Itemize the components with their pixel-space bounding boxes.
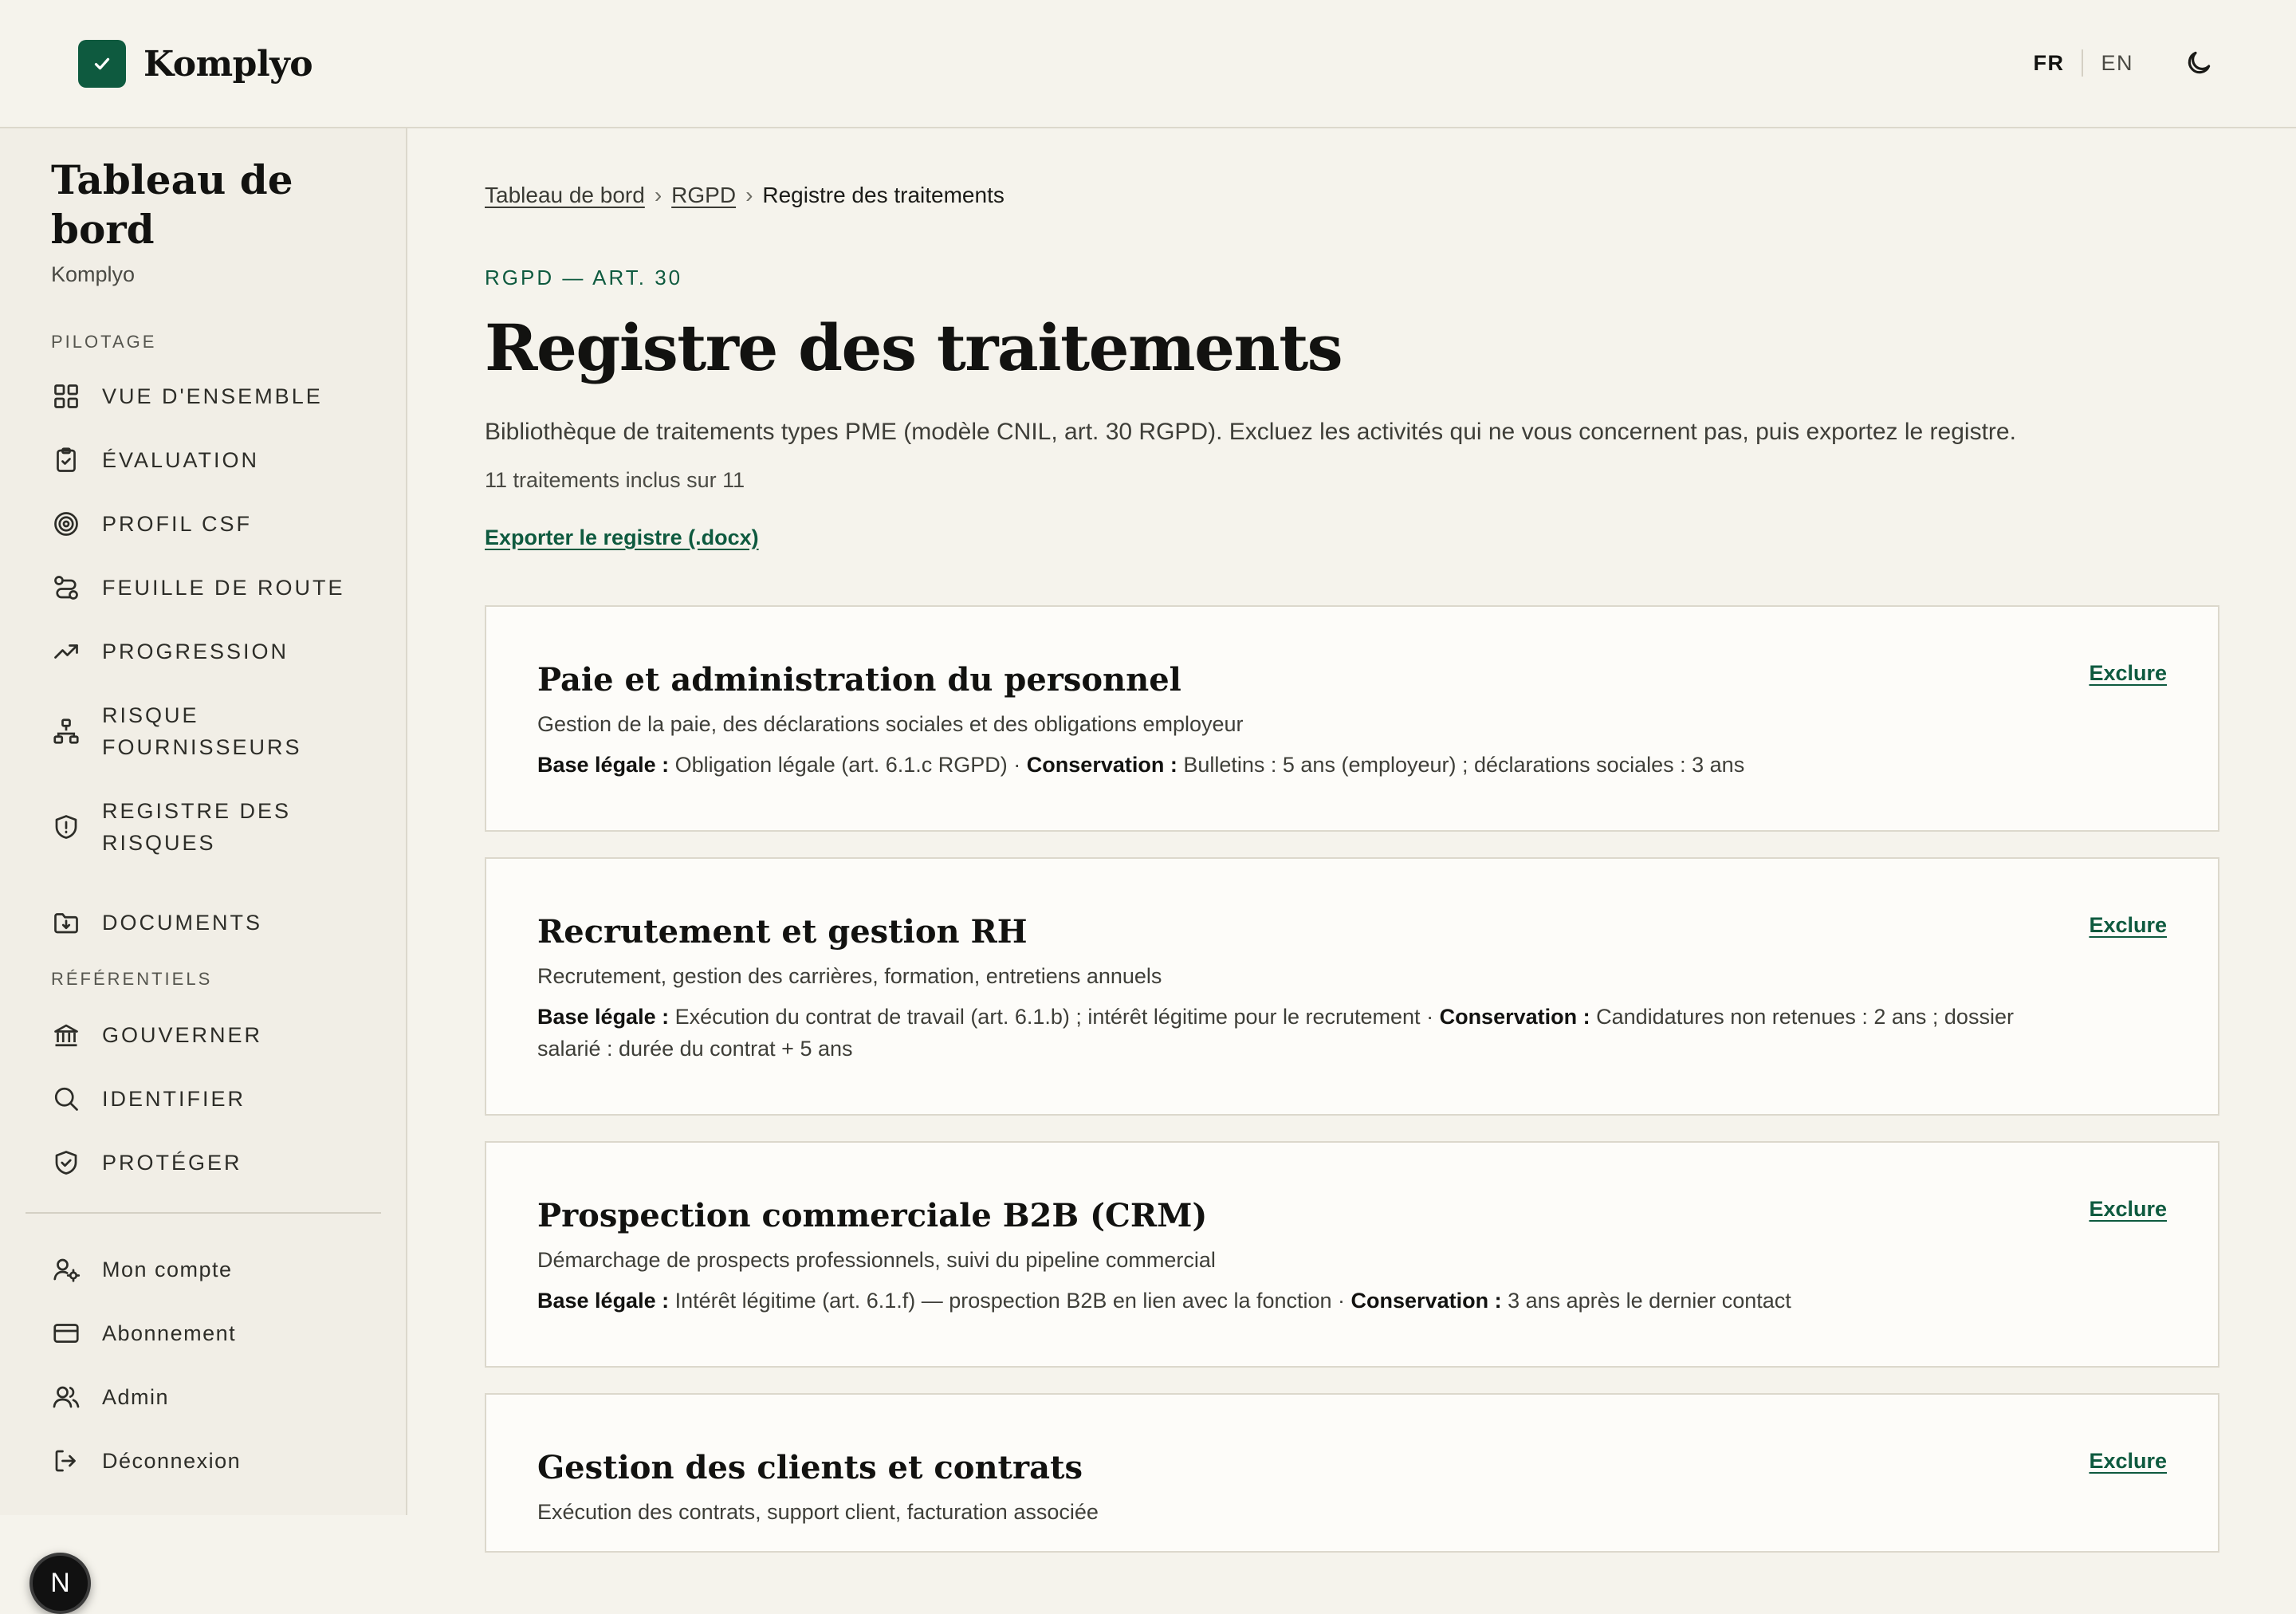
exclude-button[interactable]: Exclure [2089,661,2167,685]
treatment-title: Paie et administration du personnel [537,661,1181,699]
base-legale-value: Intérêt légitime (art. 6.1.f) — prospection B2B en lien avec la fonction [674,1289,1332,1313]
meta-separator: · [1331,1289,1351,1313]
page-eyebrow: RGPD — ART. 30 [485,266,683,289]
conservation-label: Conservation : [1026,753,1177,777]
conservation-label: Conservation : [1439,1005,1590,1029]
sidebar-item-label: Mon compte [102,1258,233,1281]
conservation-label: Conservation : [1350,1289,1502,1313]
base-legale-value: Exécution du contrat de travail (art. 6.1.b) ; intérêt légitime pour le recrutement [674,1005,1421,1029]
sidebar-item-label: PROGRESSION [102,640,289,663]
breadcrumb-link-rgpd[interactable]: RGPD [671,183,737,207]
breadcrumb [485,183,1005,208]
treatment-meta [537,1001,2044,1065]
grid-icon [51,381,81,411]
lang-fr[interactable]: FR [2033,50,2065,75]
sidebar-item-deconnexion[interactable] [51,1445,241,1477]
clipboard-check-icon [51,445,81,475]
treatment-description: Recrutement, gestion des carrières, formation, entretiens annuels [537,964,1162,988]
exclude-button[interactable]: Exclure [2089,1449,2167,1473]
section-referentiels: RÉFÉRENTIELS [51,969,213,989]
page-title: Registre des traitements [485,310,1343,385]
target-icon [51,509,81,539]
sidebar-item-mon-compte[interactable] [51,1254,233,1285]
sidebar-item-label: Abonnement [102,1321,237,1345]
sidebar-item-label: Déconnexion [102,1449,242,1473]
check-icon [78,40,126,88]
sidebar [0,128,407,1598]
treatment-meta [537,1285,2044,1317]
lang-en[interactable]: EN [2101,50,2133,75]
sidebar-subtitle: Komplyo [51,262,136,286]
top-bar [0,0,2296,128]
sidebar-item-profil-csf[interactable] [51,508,252,540]
section-pilotage: PILOTAGE [51,332,157,352]
network-icon [51,716,81,746]
sidebar-divider [26,1212,381,1214]
treatment-card [485,1393,2219,1553]
shield-check-icon [51,1148,81,1178]
brand-name: Komplyo [144,43,313,85]
exclude-button[interactable]: Exclure [2089,913,2167,937]
sidebar-item-label: FEUILLE DE ROUTE [102,576,345,600]
sidebar-item-risque-fournisseurs[interactable] [51,699,341,763]
language-switcher [2033,45,2216,81]
conservation-value: Bulletins : 5 ans (employeur) ; déclarations sociales : 3 ans [1183,753,1745,777]
treatment-card [485,857,2219,1116]
treatment-description: Gestion de la paie, des déclarations sociales et des obligations employeur [537,712,1244,736]
export-register-link[interactable]: Exporter le registre (.docx) [485,526,759,549]
route-icon [51,573,81,603]
sidebar-item-label: ÉVALUATION [102,448,260,472]
base-legale-label: Base légale : [537,1005,670,1029]
treatment-meta [537,749,2044,781]
sidebar-item-label: PROFIL CSF [102,512,253,536]
sidebar-item-documents[interactable] [51,907,262,939]
base-legale-value: Obligation légale (art. 6.1.c RGPD) [674,753,1008,777]
sidebar-item-label: GOUVERNER [102,1023,263,1047]
treatment-description: Exécution des contrats, support client, facturation associée [537,1500,1099,1524]
sidebar-item-progression[interactable] [51,636,289,667]
treatment-title: Recrutement et gestion RH [537,913,1028,951]
sidebar-title: Tableau de bord [51,156,293,253]
sidebar-item-proteger[interactable] [51,1147,242,1179]
lang-divider [2082,49,2083,77]
base-legale-label: Base légale : [537,1289,670,1313]
users-icon [51,1382,81,1412]
sidebar-item-feuille-de-route[interactable] [51,572,345,604]
sidebar-item-gouverner[interactable] [51,1019,262,1051]
breadcrumb-link-tableau-de-bord[interactable]: Tableau de bord [485,183,645,207]
sidebar-item-evaluation[interactable] [51,444,259,476]
breadcrumb-separator: › [745,183,753,207]
treatment-title: Prospection commerciale B2B (CRM) [537,1197,1208,1234]
sidebar-item-label: VUE D'ENSEMBLE [102,384,323,408]
sidebar-item-vue-ensemble[interactable] [51,380,323,412]
user-settings-icon [51,1254,81,1285]
sidebar-item-label: PROTÉGER [102,1151,242,1175]
trending-up-icon [51,636,81,667]
bank-icon [51,1020,81,1050]
credit-card-icon [51,1318,81,1348]
folder-download-icon [51,907,81,938]
conservation-value: 3 ans après le dernier contact [1508,1289,1791,1313]
page-description: Bibliothèque de traitements types PME (modèle CNIL, art. 30 RGPD). Excluez les activités qui ne vous concernent pas, puis exportez le registre. [485,419,2016,445]
conservation-value: Candidatures non retenues : 2 ans ; dossier salarié : durée du contrat + 5 ans [537,1005,2014,1061]
user-badge[interactable]: N [29,1553,91,1614]
moon-icon[interactable] [2181,45,2216,81]
sidebar-item-label: Admin [102,1385,170,1409]
meta-separator: · [1420,1005,1440,1029]
treatment-card [485,605,2219,832]
base-legale-label: Base légale : [537,753,670,777]
meta-separator: · [1007,753,1027,777]
sidebar-item-label: REGISTRE DES RISQUES [102,799,292,855]
treatment-card [485,1141,2219,1368]
search-icon [51,1084,81,1114]
breadcrumb-current: Registre des traitements [762,183,1005,207]
sidebar-item-abonnement[interactable] [51,1317,236,1349]
sidebar-item-label: DOCUMENTS [102,911,262,935]
brand-logo[interactable] [78,40,313,88]
sidebar-item-registre-des-risques[interactable] [51,795,341,859]
sidebar-item-admin[interactable] [51,1381,169,1413]
sidebar-item-identifier[interactable] [51,1083,246,1115]
exclude-button[interactable]: Exclure [2089,1197,2167,1221]
logout-icon [51,1446,81,1476]
treatment-description: Démarchage de prospects professionnels, suivi du pipeline commercial [537,1248,1216,1272]
shield-alert-icon [51,812,81,842]
sidebar-item-label: RISQUE FOURNISSEURS [102,703,302,759]
sidebar-item-label: IDENTIFIER [102,1087,246,1111]
treatment-title: Gestion des clients et contrats [537,1449,1083,1486]
treatment-count: 11 traitements inclus sur 11 [485,468,745,492]
breadcrumb-separator: › [654,183,662,207]
